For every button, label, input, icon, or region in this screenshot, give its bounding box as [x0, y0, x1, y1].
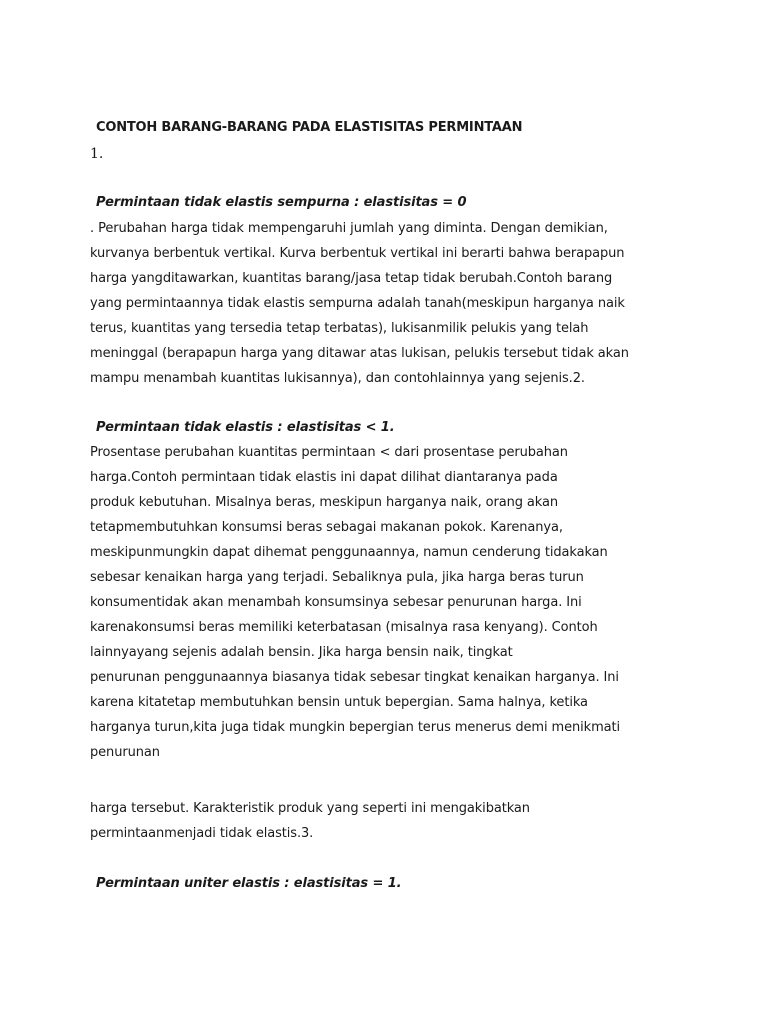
paragraph-line: meskipunmungkin dapat dihemat penggunaannya, namun cenderung tidakakan: [90, 545, 608, 560]
paragraph-line: harganya turun,kita juga tidak mungkin bepergian terus menerus demi menikmati: [90, 720, 621, 735]
section-heading-unitary-elastic: Permintaan uniter elastis : elastisitas = 1.: [96, 876, 402, 891]
paragraph-line: sebesar kenaikan harga yang terjadi. Sebaliknya pula, jika harga beras turun: [90, 570, 584, 585]
paragraph-line: meninggal (berapapun harga yang ditawar atas lukisan, pelukis tersebut tidak akan: [90, 346, 629, 361]
section-paragraph-perfectly-inelastic: [90, 216, 690, 391]
paragraph-line: terus, kuantitas yang tersedia tetap terbatas), lukisanmilik pelukis yang telah: [90, 321, 589, 336]
list-number: 1.: [90, 146, 104, 162]
paragraph-line: mampu menambah kuantitas lukisannya), dan contohlainnya yang sejenis.2.: [90, 371, 585, 386]
paragraph-line: harga yangditawarkan, kuantitas barang/jasa tetap tidak berubah.Contoh barang: [90, 271, 613, 286]
paragraph-line: yang permintaannya tidak elastis sempurna adalah tanah(meskipun harganya naik: [90, 296, 625, 311]
paragraph-line: produk kebutuhan. Misalnya beras, meskipun harganya naik, orang akan: [90, 495, 559, 510]
paragraph-line: karena kitatetap membutuhkan bensin untuk bepergian. Sama halnya, ketika: [90, 695, 588, 710]
paragraph-line: lainnyayang sejenis adalah bensin. Jika harga bensin naik, tingkat: [90, 645, 513, 660]
paragraph-line: kurvanya berbentuk vertikal. Kurva berbentuk vertikal ini berarti bahwa berapapun: [90, 246, 625, 261]
paragraph-line: Prosentase perubahan kuantitas permintaan < dari prosentase perubahan: [90, 445, 568, 460]
section-paragraph-inelastic: [90, 440, 690, 765]
paragraph-line: konsumentidak akan menambah konsumsinya sebesar penurunan harga. Ini: [90, 595, 582, 610]
section-heading-perfectly-inelastic: Permintaan tidak elastis sempurna : elastisitas = 0: [96, 195, 467, 210]
paragraph-line: penurunan: [90, 745, 160, 760]
paragraph-line: . Perubahan harga tidak mempengaruhi jumlah yang diminta. Dengan demikian,: [90, 221, 608, 236]
paragraph-line: penurunan penggunaannya biasanya tidak sebesar tingkat kenaikan harganya. Ini: [90, 670, 619, 685]
paragraph-line: harga tersebut. Karakteristik produk yang seperti ini mengakibatkan: [90, 801, 530, 816]
paragraph-line: permintaanmenjadi tidak elastis.3.: [90, 826, 314, 841]
section-heading-inelastic: Permintaan tidak elastis : elastisitas < 1.: [96, 420, 395, 435]
paragraph-line: karenakonsumsi beras memiliki keterbatasan (misalnya rasa kenyang). Contoh: [90, 620, 598, 635]
paragraph-line: tetapmembutuhkan konsumsi beras sebagai makanan pokok. Karenanya,: [90, 520, 563, 535]
paragraph-line: harga.Contoh permintaan tidak elastis ini dapat dilihat diantaranya pada: [90, 470, 558, 485]
document-title: CONTOH BARANG-BARANG PADA ELASTISITAS PERMINTAAN: [96, 120, 523, 135]
section-paragraph-inelastic-continued: [90, 796, 690, 846]
